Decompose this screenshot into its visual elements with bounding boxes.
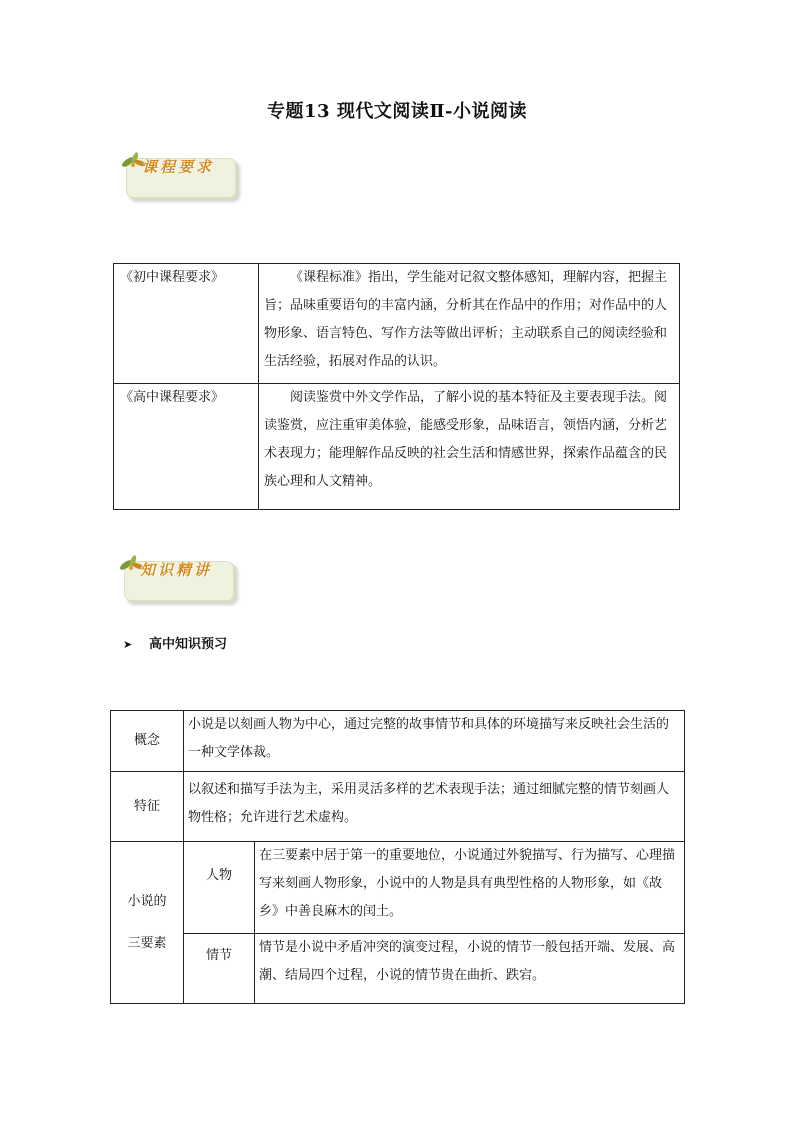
- badge-label: 知识精讲: [140, 561, 213, 579]
- character-label: 人物: [184, 842, 255, 934]
- table-row: [111, 934, 685, 1004]
- table-row: [114, 264, 680, 384]
- section-heading: [123, 633, 227, 652]
- row-heading: 《初中课程要求》: [114, 264, 259, 384]
- feature-label: 特征: [111, 772, 184, 842]
- feature-text: 以叙述和描写手法为主，采用灵活多样的艺术表现手法；通过细腻完整的情节刻画人物性格；允许进行艺术虚构。: [184, 772, 685, 842]
- knowledge-table: [110, 710, 685, 1004]
- page-title: 专题13 现代文阅读Ⅱ-小说阅读: [267, 101, 527, 122]
- plot-text: 情节是小说中矛盾冲突的演变过程，小说的情节一般包括开端、发展、高潮、结局四个过程，小说的情节贵在曲折、跌宕。: [255, 934, 685, 1004]
- requirements-table: [113, 263, 680, 510]
- section-heading-text: 高中知识预习: [149, 637, 228, 652]
- table-row: [114, 384, 680, 510]
- character-text: 在三要素中居于第一的重要地位，小说通过外貌描写、行为描写、心理描写来刻画人物形象，小说中的人物是具有典型性格的人物形象，如《故乡》中善良麻木的闰土。: [255, 842, 685, 934]
- knowledge-badge: [116, 553, 234, 601]
- badge-label: 课程要求: [142, 158, 215, 176]
- concept-label: 概念: [111, 711, 184, 772]
- elements-label-line1: 小说的: [127, 893, 167, 909]
- table-row: [111, 842, 685, 934]
- row-content: 阅读鉴赏中外文学作品，了解小说的基本特征及主要表现手法。阅读鉴赏，应注重审美体验，能感受形象，品味语言，领悟内涵，分析艺术表现力；能理解作品反映的社会生活和情感世界，探索作品蕴含的民族心理和人文精神。: [259, 384, 680, 510]
- row-heading: 《高中课程要求》: [114, 384, 259, 510]
- elements-label: [111, 842, 184, 1004]
- plot-label: 情节: [184, 934, 255, 1004]
- concept-text: 小说是以刻画人物为中心，通过完整的故事情节和具体的环境描写来反映社会生活的一种文学体裁。: [184, 711, 685, 772]
- table-row: [111, 772, 685, 842]
- elements-label-line2: 三要素: [127, 935, 167, 951]
- table-row: [111, 711, 685, 772]
- course-requirements-badge: [118, 150, 236, 198]
- arrow-bullet-icon: ➤: [123, 638, 133, 651]
- row-content: 《课程标准》指出，学生能对记叙文整体感知，理解内容，把握主旨；品味重要语句的丰富内涵，分析其在作品中的作用；对作品中的人物形象、语言特色、写作方法等做出评析；主动联系自己的阅读经验和生活经验，拓展对作品的认识。: [259, 264, 680, 384]
